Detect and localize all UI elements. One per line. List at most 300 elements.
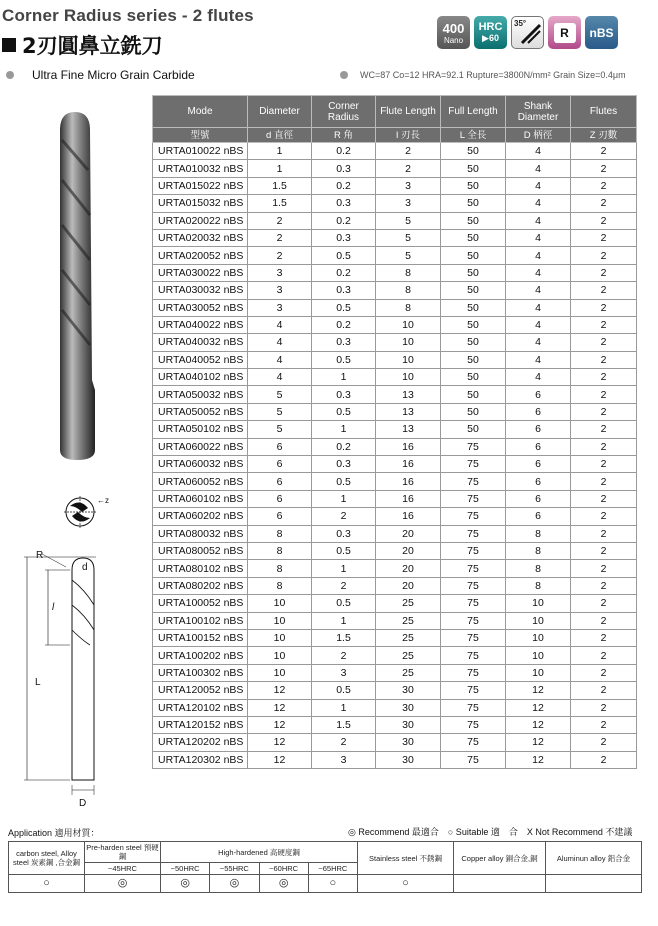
corner-radius-label: R <box>560 25 569 40</box>
cell-flute-length: 2 <box>376 160 441 177</box>
cell-full-length: 50 <box>441 143 506 160</box>
cell-shank-diameter: 4 <box>506 143 571 160</box>
cell-corner-radius: 0.2 <box>312 143 376 160</box>
title-english: Corner Radius series - 2 flutes <box>2 6 254 25</box>
app-symbol-aluminum <box>546 875 642 893</box>
table-row <box>153 438 637 455</box>
cell-full-length: 75 <box>441 595 506 612</box>
cell-corner-radius: 1 <box>312 699 376 716</box>
cell-full-length: 50 <box>441 316 506 333</box>
table-row <box>153 160 637 177</box>
cell-flute-length: 13 <box>376 421 441 438</box>
cell-flutes: 2 <box>571 264 637 281</box>
cell-flute-length: 16 <box>376 438 441 455</box>
r-label: R <box>36 550 44 561</box>
app-col-copper: Copper alloy 銅合金,銅 <box>454 842 546 875</box>
cell-model: URTA060032 nBS <box>153 456 248 473</box>
cell-flute-length: 16 <box>376 490 441 507</box>
cell-corner-radius: 0.5 <box>312 351 376 368</box>
cell-full-length: 75 <box>441 682 506 699</box>
cell-model: URTA080202 nBS <box>153 577 248 594</box>
cell-flutes: 2 <box>571 212 637 229</box>
cell-flutes: 2 <box>571 421 637 438</box>
z-label: ←z <box>97 496 109 505</box>
cell-flute-length: 16 <box>376 508 441 525</box>
cell-flutes: 2 <box>571 612 637 629</box>
cell-full-length: 50 <box>441 421 506 438</box>
table-row <box>153 664 637 681</box>
cell-full-length: 50 <box>441 177 506 194</box>
cell-corner-radius: 0.3 <box>312 195 376 212</box>
cell-model: URTA100302 nBS <box>153 664 248 681</box>
end-view-diagram-icon <box>64 496 96 528</box>
cell-diameter: 6 <box>248 490 312 507</box>
cell-model: URTA010032 nBS <box>153 160 248 177</box>
cell-flute-length: 8 <box>376 264 441 281</box>
cell-corner-radius: 0.5 <box>312 403 376 420</box>
cell-full-length: 75 <box>441 508 506 525</box>
table-row <box>153 195 637 212</box>
cell-model: URTA020022 nBS <box>153 212 248 229</box>
app-sub-65hrc: ~65HRC <box>308 863 357 875</box>
cell-model: URTA030032 nBS <box>153 282 248 299</box>
cell-flutes: 2 <box>571 716 637 733</box>
table-row <box>153 629 637 646</box>
cell-flute-length: 30 <box>376 751 441 768</box>
cell-flute-length: 30 <box>376 734 441 751</box>
square-bullet-icon <box>2 38 16 52</box>
table-row <box>153 177 637 194</box>
cell-full-length: 50 <box>441 195 506 212</box>
cell-flute-length: 10 <box>376 351 441 368</box>
application-symbol-row <box>9 875 642 893</box>
cell-shank-diameter: 6 <box>506 421 571 438</box>
cell-shank-diameter: 12 <box>506 734 571 751</box>
cell-corner-radius: 0.2 <box>312 212 376 229</box>
corner-radius-icon <box>554 23 576 43</box>
cell-shank-diameter: 4 <box>506 177 571 194</box>
cell-flutes: 2 <box>571 160 637 177</box>
app-symbol-60hrc: ◎ <box>259 875 308 893</box>
cell-diameter: 4 <box>248 334 312 351</box>
title-chinese: 2刃圓鼻立銑刀 <box>22 34 163 58</box>
cell-flutes: 2 <box>571 351 637 368</box>
cell-full-length: 75 <box>441 699 506 716</box>
corner-radius-badge <box>548 16 581 49</box>
specification-table <box>152 95 637 769</box>
header-flutes: Flutes <box>571 96 637 128</box>
table-row <box>153 490 637 507</box>
table-row <box>153 212 637 229</box>
cell-flutes: 2 <box>571 490 637 507</box>
header-mode-cn: 型號 <box>153 128 248 143</box>
cell-diameter: 12 <box>248 716 312 733</box>
cell-flute-length: 25 <box>376 595 441 612</box>
cell-diameter: 4 <box>248 369 312 386</box>
cell-model: URTA015032 nBS <box>153 195 248 212</box>
cell-full-length: 50 <box>441 247 506 264</box>
table-row <box>153 682 637 699</box>
cell-shank-diameter: 4 <box>506 316 571 333</box>
cell-model: URTA100202 nBS <box>153 647 248 664</box>
cell-full-length: 50 <box>441 160 506 177</box>
cell-flute-length: 10 <box>376 369 441 386</box>
cell-corner-radius: 0.5 <box>312 473 376 490</box>
cell-flutes: 2 <box>571 542 637 559</box>
table-row <box>153 229 637 246</box>
helix-angle-label: 35° <box>514 19 527 28</box>
header-corner-radius-cn: R 角 <box>312 128 376 143</box>
cell-diameter: 10 <box>248 647 312 664</box>
cell-flutes: 2 <box>571 560 637 577</box>
cell-flute-length: 8 <box>376 299 441 316</box>
cell-model: URTA120102 nBS <box>153 699 248 716</box>
cell-corner-radius: 0.5 <box>312 595 376 612</box>
cell-shank-diameter: 4 <box>506 282 571 299</box>
cell-diameter: 6 <box>248 508 312 525</box>
cell-flutes: 2 <box>571 473 637 490</box>
cell-shank-diameter: 4 <box>506 351 571 368</box>
cell-flutes: 2 <box>571 438 637 455</box>
cell-flutes: 2 <box>571 229 637 246</box>
cell-shank-diameter: 12 <box>506 699 571 716</box>
cell-full-length: 75 <box>441 647 506 664</box>
cell-corner-radius: 0.3 <box>312 282 376 299</box>
cell-corner-radius: 0.5 <box>312 247 376 264</box>
table-row <box>153 282 637 299</box>
cell-shank-diameter: 6 <box>506 490 571 507</box>
cell-full-length: 75 <box>441 473 506 490</box>
cell-flutes: 2 <box>571 282 637 299</box>
table-row <box>153 369 637 386</box>
cell-flute-length: 5 <box>376 212 441 229</box>
cell-corner-radius: 0.3 <box>312 525 376 542</box>
cell-diameter: 3 <box>248 299 312 316</box>
cell-shank-diameter: 4 <box>506 299 571 316</box>
cell-model: URTA040102 nBS <box>153 369 248 386</box>
nbs-badge-label: nBS <box>589 25 614 40</box>
cell-corner-radius: 0.2 <box>312 438 376 455</box>
table-row <box>153 595 637 612</box>
material-specs: WC=87 Co=12 HRA=92.1 Rupture=3800N/mm² Grain Size=0.4μm <box>360 70 626 80</box>
helix-35-badge <box>511 16 544 49</box>
side-view-diagram-icon <box>24 554 96 795</box>
cell-diameter: 3 <box>248 264 312 281</box>
cell-model: URTA015022 nBS <box>153 177 248 194</box>
table-row <box>153 734 637 751</box>
cell-shank-diameter: 10 <box>506 595 571 612</box>
hrc-60-badge <box>474 16 507 49</box>
cell-model: URTA100152 nBS <box>153 629 248 646</box>
cell-flutes: 2 <box>571 247 637 264</box>
cell-full-length: 75 <box>441 525 506 542</box>
header-mode: Mode <box>153 96 248 128</box>
cell-shank-diameter: 4 <box>506 247 571 264</box>
cell-diameter: 10 <box>248 664 312 681</box>
cell-diameter: 8 <box>248 577 312 594</box>
cell-flute-length: 30 <box>376 716 441 733</box>
table-row <box>153 421 637 438</box>
cell-diameter: 10 <box>248 595 312 612</box>
cell-flute-length: 20 <box>376 577 441 594</box>
cell-full-length: 50 <box>441 264 506 281</box>
cell-shank-diameter: 4 <box>506 160 571 177</box>
cell-model: URTA060022 nBS <box>153 438 248 455</box>
cell-corner-radius: 0.3 <box>312 160 376 177</box>
cell-diameter: 12 <box>248 682 312 699</box>
cell-shank-diameter: 6 <box>506 508 571 525</box>
cell-flute-length: 25 <box>376 629 441 646</box>
cell-flute-length: 5 <box>376 247 441 264</box>
cell-flutes: 2 <box>571 699 637 716</box>
cell-diameter: 6 <box>248 438 312 455</box>
app-symbol-65hrc: ○ <box>308 875 357 893</box>
cell-full-length: 50 <box>441 403 506 420</box>
nano-badge-main: 400 <box>442 20 465 36</box>
cell-corner-radius: 0.2 <box>312 316 376 333</box>
cell-flutes: 2 <box>571 456 637 473</box>
cell-flute-length: 25 <box>376 664 441 681</box>
header-diameter: Diameter <box>248 96 312 128</box>
cell-model: URTA080102 nBS <box>153 560 248 577</box>
cell-diameter: 2 <box>248 229 312 246</box>
cell-flutes: 2 <box>571 664 637 681</box>
cell-flute-length: 30 <box>376 699 441 716</box>
cell-model: URTA060052 nBS <box>153 473 248 490</box>
table-row <box>153 264 637 281</box>
flute-length-label: l <box>52 602 55 613</box>
cell-flute-length: 25 <box>376 647 441 664</box>
cell-corner-radius: 1.5 <box>312 716 376 733</box>
cell-diameter: 6 <box>248 456 312 473</box>
cell-shank-diameter: 8 <box>506 525 571 542</box>
cell-diameter: 3 <box>248 282 312 299</box>
cell-full-length: 75 <box>441 490 506 507</box>
cell-diameter: 10 <box>248 612 312 629</box>
cell-model: URTA100052 nBS <box>153 595 248 612</box>
table-row <box>153 647 637 664</box>
cell-full-length: 75 <box>441 560 506 577</box>
cell-shank-diameter: 8 <box>506 560 571 577</box>
app-col-high-hardened: High-hardened 高硬度鋼 <box>161 842 358 863</box>
cell-shank-diameter: 8 <box>506 542 571 559</box>
app-sub-45hrc: ~45HRC <box>85 863 161 875</box>
cell-corner-radius: 1 <box>312 612 376 629</box>
cell-shank-diameter: 6 <box>506 403 571 420</box>
table-row <box>153 247 637 264</box>
cell-corner-radius: 0.5 <box>312 542 376 559</box>
app-sub-50hrc: ~50HRC <box>161 863 210 875</box>
cell-corner-radius: 1 <box>312 560 376 577</box>
cell-full-length: 50 <box>441 282 506 299</box>
table-row <box>153 316 637 333</box>
cell-corner-radius: 3 <box>312 664 376 681</box>
table-row <box>153 456 637 473</box>
cell-diameter: 2 <box>248 247 312 264</box>
cell-diameter: 5 <box>248 421 312 438</box>
cell-corner-radius: 1 <box>312 369 376 386</box>
cell-shank-diameter: 4 <box>506 334 571 351</box>
cell-flute-length: 5 <box>376 229 441 246</box>
cell-flute-length: 3 <box>376 195 441 212</box>
cell-corner-radius: 2 <box>312 734 376 751</box>
table-row <box>153 334 637 351</box>
cell-full-length: 50 <box>441 334 506 351</box>
cell-diameter: 10 <box>248 629 312 646</box>
cell-flute-length: 10 <box>376 316 441 333</box>
cell-flutes: 2 <box>571 316 637 333</box>
cell-corner-radius: 1 <box>312 490 376 507</box>
cell-shank-diameter: 6 <box>506 386 571 403</box>
table-row <box>153 699 637 716</box>
application-table <box>8 841 642 893</box>
cell-diameter: 8 <box>248 542 312 559</box>
cell-shank-diameter: 10 <box>506 647 571 664</box>
cell-diameter: 1 <box>248 143 312 160</box>
cell-flutes: 2 <box>571 595 637 612</box>
header-shank-diameter-cn: D 柄徑 <box>506 128 571 143</box>
bullet-dot-icon <box>6 71 14 79</box>
cell-full-length: 50 <box>441 351 506 368</box>
cell-flute-length: 3 <box>376 177 441 194</box>
hrc-badge-main: HRC <box>478 21 503 33</box>
cell-full-length: 75 <box>441 716 506 733</box>
cell-full-length: 75 <box>441 612 506 629</box>
header-diameter-cn: d 直徑 <box>248 128 312 143</box>
header-flutes-cn: Z 刃數 <box>571 128 637 143</box>
table-row <box>153 386 637 403</box>
cell-flutes: 2 <box>571 386 637 403</box>
cell-diameter: 2 <box>248 212 312 229</box>
table-row <box>153 716 637 733</box>
application-header-row <box>9 842 642 863</box>
helix-angle-icon <box>520 23 542 45</box>
table-header-row-cn <box>153 128 637 143</box>
cell-model: URTA120052 nBS <box>153 682 248 699</box>
app-symbol-55hrc: ◎ <box>210 875 259 893</box>
cell-shank-diameter: 10 <box>506 629 571 646</box>
cell-diameter: 12 <box>248 699 312 716</box>
full-length-label: L <box>35 677 41 688</box>
feature-badges <box>437 16 618 49</box>
header-full-length-cn: L 全長 <box>441 128 506 143</box>
cell-diameter: 1.5 <box>248 177 312 194</box>
cell-model: URTA020032 nBS <box>153 229 248 246</box>
cell-corner-radius: 0.2 <box>312 177 376 194</box>
cell-shank-diameter: 6 <box>506 438 571 455</box>
cell-flute-length: 13 <box>376 403 441 420</box>
cell-full-length: 75 <box>441 438 506 455</box>
d-label: d <box>82 562 88 573</box>
header-flute-length: Flute Length <box>376 96 441 128</box>
table-row <box>153 508 637 525</box>
app-symbol-stainless: ○ <box>358 875 454 893</box>
cell-corner-radius: 0.3 <box>312 334 376 351</box>
header-flute-length-cn: l 刃長 <box>376 128 441 143</box>
table-row <box>153 351 637 368</box>
cell-model: URTA050032 nBS <box>153 386 248 403</box>
cell-corner-radius: 0.3 <box>312 229 376 246</box>
cell-shank-diameter: 6 <box>506 473 571 490</box>
cell-model: URTA100102 nBS <box>153 612 248 629</box>
table-row <box>153 612 637 629</box>
cell-flute-length: 20 <box>376 560 441 577</box>
table-row <box>153 143 637 160</box>
nano-badge-sub: Nano <box>443 35 464 45</box>
cell-flutes: 2 <box>571 369 637 386</box>
cell-diameter: 12 <box>248 751 312 768</box>
cell-shank-diameter: 12 <box>506 716 571 733</box>
table-row <box>153 577 637 594</box>
cell-corner-radius: 1 <box>312 421 376 438</box>
cell-flutes: 2 <box>571 299 637 316</box>
bullet-dot-icon <box>340 71 348 79</box>
cell-flutes: 2 <box>571 734 637 751</box>
shank-diameter-label: D <box>79 798 87 809</box>
cell-corner-radius: 2 <box>312 647 376 664</box>
cell-diameter: 8 <box>248 525 312 542</box>
table-row <box>153 299 637 316</box>
cell-shank-diameter: 10 <box>506 612 571 629</box>
cell-shank-diameter: 6 <box>506 456 571 473</box>
cell-full-length: 75 <box>441 751 506 768</box>
cell-flutes: 2 <box>571 195 637 212</box>
cell-flutes: 2 <box>571 751 637 768</box>
cell-shank-diameter: 12 <box>506 682 571 699</box>
cell-model: URTA050102 nBS <box>153 421 248 438</box>
application-title: Application 適用材質： <box>8 828 100 838</box>
cell-full-length: 75 <box>441 664 506 681</box>
app-symbol-carbon: ○ <box>9 875 85 893</box>
cell-model: URTA040052 nBS <box>153 351 248 368</box>
cell-flute-length: 10 <box>376 334 441 351</box>
app-col-carbon: carbon steel, Alloy steel 炭素鋼 ,合金鋼 <box>9 842 85 875</box>
cell-flutes: 2 <box>571 177 637 194</box>
cell-corner-radius: 0.3 <box>312 386 376 403</box>
cell-model: URTA120202 nBS <box>153 734 248 751</box>
cell-full-length: 75 <box>441 734 506 751</box>
material-description: Ultra Fine Micro Grain Carbide <box>32 68 195 82</box>
cell-diameter: 4 <box>248 316 312 333</box>
header-shank-diameter: Shank Diameter <box>506 96 571 128</box>
cell-model: URTA060202 nBS <box>153 508 248 525</box>
cell-full-length: 50 <box>441 369 506 386</box>
title-chinese-row <box>2 30 163 60</box>
cell-corner-radius: 0.5 <box>312 682 376 699</box>
table-row <box>153 560 637 577</box>
cell-shank-diameter: 4 <box>506 212 571 229</box>
cell-flute-length: 2 <box>376 143 441 160</box>
cell-model: URTA040032 nBS <box>153 334 248 351</box>
table-row <box>153 403 637 420</box>
cell-shank-diameter: 4 <box>506 229 571 246</box>
subtitle-row <box>0 68 658 84</box>
cell-flute-length: 16 <box>376 473 441 490</box>
end-mill-photo-icon <box>60 112 95 460</box>
cell-full-length: 75 <box>441 577 506 594</box>
cell-corner-radius: 2 <box>312 508 376 525</box>
cell-flute-length: 8 <box>376 282 441 299</box>
cell-shank-diameter: 8 <box>506 577 571 594</box>
cell-flutes: 2 <box>571 577 637 594</box>
app-col-aluminum: Aluminun alloy 鋁合金 <box>546 842 642 875</box>
app-symbol-prehard: ◎ <box>85 875 161 893</box>
cell-flutes: 2 <box>571 629 637 646</box>
cell-flute-length: 25 <box>376 612 441 629</box>
header-corner-radius: Corner Radius <box>312 96 376 128</box>
cell-flutes: 2 <box>571 647 637 664</box>
cell-diameter: 1 <box>248 160 312 177</box>
